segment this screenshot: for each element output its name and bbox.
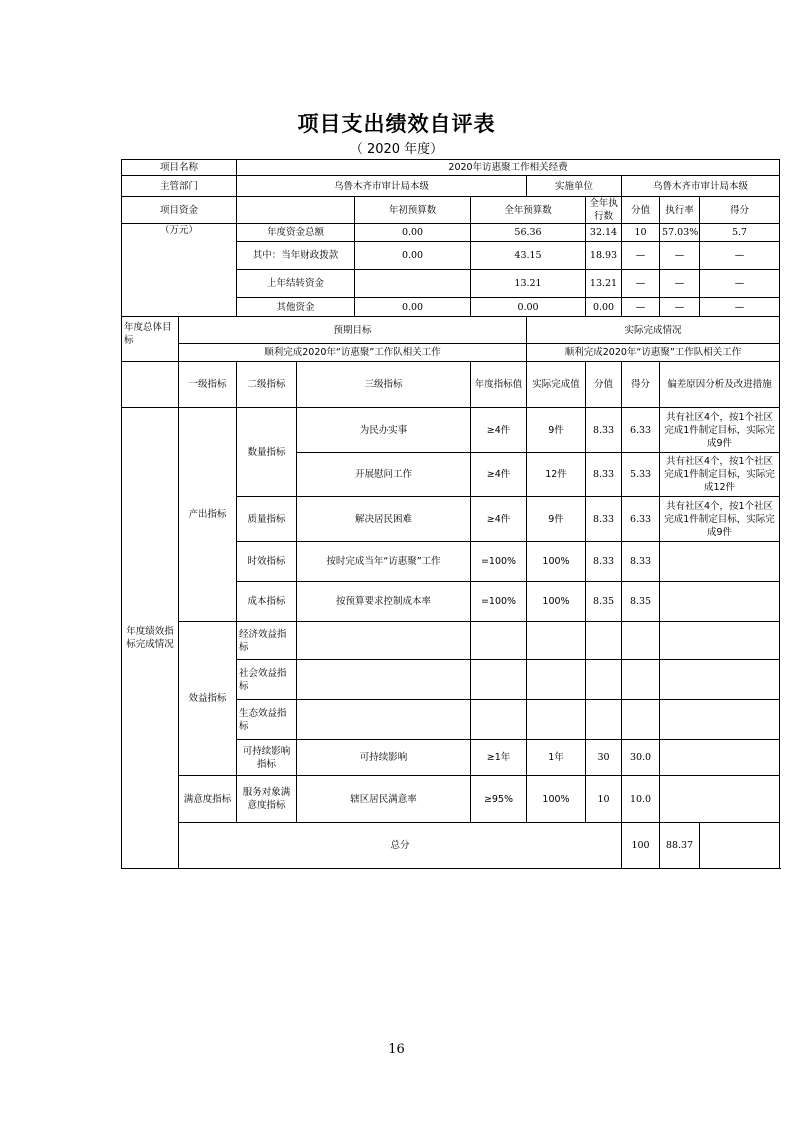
indicator-header-blank xyxy=(122,362,179,408)
empty-cell xyxy=(471,660,527,700)
indicator-target: ≥4件 xyxy=(471,453,527,497)
dept-value: 乌鲁木齐市审计局本级 xyxy=(237,176,527,197)
impl-value: 乌鲁木齐市审计局本级 xyxy=(622,176,780,197)
empty-cell xyxy=(586,622,622,660)
empty-cell xyxy=(471,622,527,660)
output-quality-label: 质量指标 xyxy=(237,497,297,542)
indicator-note xyxy=(660,542,780,582)
empty-cell xyxy=(297,700,471,740)
funds-row-weight: — xyxy=(622,270,660,298)
funds-row-initial: 0.00 xyxy=(355,298,471,317)
performance-table xyxy=(121,159,780,869)
funds-header-initial: 年初预算数 xyxy=(355,197,471,224)
indicator-score: 5.33 xyxy=(622,453,660,497)
funds-unit: （万元） xyxy=(122,224,237,317)
project-name-label: 项目名称 xyxy=(122,160,237,176)
indicator-actual: 9件 xyxy=(527,497,586,542)
funds-header-score: 得分 xyxy=(700,197,780,224)
indicator-name: 为民办实事 xyxy=(297,408,471,453)
empty-cell xyxy=(527,622,586,660)
satisfaction-label: 满意度指标 xyxy=(179,776,237,823)
goals-actual-header: 实际完成情况 xyxy=(527,317,780,344)
goals-expected-header: 预期目标 xyxy=(179,317,527,344)
funds-row-executed: 0.00 xyxy=(586,298,622,317)
indicator-actual: 12件 xyxy=(527,453,586,497)
funds-row-name: 年度资金总额 xyxy=(237,224,355,242)
form-year: （ 2020 年度） xyxy=(349,142,444,157)
indicator-target: ≥4件 xyxy=(471,408,527,453)
impl-label: 实施单位 xyxy=(527,176,622,197)
indicator-actual: 9件 xyxy=(527,408,586,453)
indicator-actual: 100% xyxy=(527,776,586,823)
dept-label: 主管部门 xyxy=(122,176,237,197)
indicator-weight: 8.33 xyxy=(586,453,622,497)
funds-row-rate: — xyxy=(660,270,700,298)
funds-row-executed: 32.14 xyxy=(586,224,622,242)
indicator-score: 8.35 xyxy=(622,582,660,622)
funds-row-rate: — xyxy=(660,298,700,317)
funds-row-weight: 10 xyxy=(622,224,660,242)
funds-row-name: 其他资金 xyxy=(237,298,355,317)
indicator-actual: 100% xyxy=(527,542,586,582)
empty-cell xyxy=(527,700,586,740)
indicator-weight: 10 xyxy=(586,776,622,823)
indicator-name: 按预算要求控制成本率 xyxy=(297,582,471,622)
funds-row-score: — xyxy=(700,242,780,270)
indicator-target: ≥1年 xyxy=(471,740,527,776)
funds-row-annual: 0.00 xyxy=(471,298,586,317)
indicator-header-weight: 分值 xyxy=(586,362,622,408)
indicator-note: 共有社区4个，按1个社区完成1件制定目标，实际完成9件 xyxy=(660,408,780,453)
indicator-name: 辖区居民满意率 xyxy=(297,776,471,823)
indicator-actual: 1年 xyxy=(527,740,586,776)
indicator-name: 按时完成当年“访惠聚”工作 xyxy=(297,542,471,582)
benefit-social-label: 社会效益指标 xyxy=(237,660,297,700)
indicator-weight: 8.33 xyxy=(586,497,622,542)
empty-cell xyxy=(297,622,471,660)
indicator-header-level2: 二级指标 xyxy=(237,362,297,408)
funds-label: 项目资金 xyxy=(122,197,237,224)
funds-row-annual: 56.36 xyxy=(471,224,586,242)
project-name-value: 2020年访惠聚工作相关经费 xyxy=(237,160,780,176)
indicator-note xyxy=(660,582,780,622)
empty-cell xyxy=(586,700,622,740)
indicator-weight: 30 xyxy=(586,740,622,776)
indicator-header-level3: 三级指标 xyxy=(297,362,471,408)
benefit-sustain-label: 可持续影响指标 xyxy=(237,740,297,776)
indicator-header-target: 年度指标值 xyxy=(471,362,527,408)
empty-cell xyxy=(622,622,660,660)
empty-cell xyxy=(622,700,660,740)
empty-cell xyxy=(527,660,586,700)
indicator-score: 6.33 xyxy=(622,408,660,453)
funds-row-score: 5.7 xyxy=(700,224,780,242)
funds-row-score: — xyxy=(700,270,780,298)
funds-row-score: — xyxy=(700,298,780,317)
funds-row-weight: — xyxy=(622,242,660,270)
funds-blank xyxy=(237,197,355,224)
indicator-target: ≥4件 xyxy=(471,497,527,542)
funds-row-annual: 13.21 xyxy=(471,270,586,298)
total-label: 总分 xyxy=(179,823,622,869)
funds-row-executed: 18.93 xyxy=(586,242,622,270)
funds-row-rate: 57.03% xyxy=(660,224,700,242)
funds-row-rate: — xyxy=(660,242,700,270)
perf-label: 年度绩效指标完成情况 xyxy=(122,408,179,869)
indicator-header-analysis: 偏差原因分析及改进措施 xyxy=(660,362,780,408)
indicator-header-actual: 实际完成值 xyxy=(527,362,586,408)
total-weight: 100 xyxy=(622,823,660,869)
output-cost-label: 成本指标 xyxy=(237,582,297,622)
empty-cell xyxy=(660,700,780,740)
indicator-note xyxy=(660,740,780,776)
empty-cell xyxy=(660,622,780,660)
indicator-header-score: 得分 xyxy=(622,362,660,408)
page-number: 16 xyxy=(388,1042,405,1057)
empty-cell xyxy=(586,660,622,700)
indicator-header-level1: 一级指标 xyxy=(179,362,237,408)
total-score: 88.37 xyxy=(660,823,700,869)
funds-row-weight: — xyxy=(622,298,660,317)
funds-row-initial: 0.00 xyxy=(355,242,471,270)
indicator-target: =100% xyxy=(471,582,527,622)
indicator-name: 解决居民困难 xyxy=(297,497,471,542)
indicator-weight: 8.35 xyxy=(586,582,622,622)
form-title: 项目支出绩效自评表 xyxy=(297,112,496,136)
indicator-note xyxy=(660,776,780,823)
indicator-target: =100% xyxy=(471,542,527,582)
indicator-score: 8.33 xyxy=(622,542,660,582)
indicator-score: 6.33 xyxy=(622,497,660,542)
indicator-note: 共有社区4个，按1个社区完成1件制定目标，实际完成9件 xyxy=(660,497,780,542)
funds-header-executed: 全年执行数 xyxy=(586,197,622,224)
goals-actual-text: 顺利完成2020年“访惠聚”工作队相关工作 xyxy=(527,344,780,362)
indicator-name: 可持续影响 xyxy=(297,740,471,776)
funds-row-initial xyxy=(355,270,471,298)
output-label: 产出指标 xyxy=(179,408,237,622)
indicator-weight: 8.33 xyxy=(586,408,622,453)
funds-row-executed: 13.21 xyxy=(586,270,622,298)
indicator-score: 30.0 xyxy=(622,740,660,776)
funds-row-name: 上年结转资金 xyxy=(237,270,355,298)
output-quantity-label: 数量指标 xyxy=(237,408,297,497)
funds-header-annual: 全年预算数 xyxy=(471,197,586,224)
output-timeliness-label: 时效指标 xyxy=(237,542,297,582)
benefit-economic-label: 经济效益指标 xyxy=(237,622,297,660)
empty-cell xyxy=(700,823,780,869)
indicator-name: 开展慰问工作 xyxy=(297,453,471,497)
benefit-ecological-label: 生态效益指标 xyxy=(237,700,297,740)
funds-header-weight: 分值 xyxy=(622,197,660,224)
indicator-actual: 100% xyxy=(527,582,586,622)
indicator-weight: 8.33 xyxy=(586,542,622,582)
goals-expected-text: 顺利完成2020年“访惠聚”工作队相关工作 xyxy=(179,344,527,362)
empty-cell xyxy=(471,700,527,740)
indicator-score: 10.0 xyxy=(622,776,660,823)
funds-row-name: 其中：当年财政拨款 xyxy=(237,242,355,270)
empty-cell xyxy=(297,660,471,700)
funds-row-annual: 43.15 xyxy=(471,242,586,270)
goals-label: 年度总体目标 xyxy=(122,317,179,362)
indicator-target: ≥95% xyxy=(471,776,527,823)
empty-cell xyxy=(660,660,780,700)
empty-cell xyxy=(622,660,660,700)
satisfaction-sub-label: 服务对象满意度指标 xyxy=(237,776,297,823)
funds-header-rate: 执行率 xyxy=(660,197,700,224)
benefit-label: 效益指标 xyxy=(179,622,237,776)
funds-row-initial: 0.00 xyxy=(355,224,471,242)
indicator-note: 共有社区4个，按1个社区完成1件制定目标，实际完成12件 xyxy=(660,453,780,497)
